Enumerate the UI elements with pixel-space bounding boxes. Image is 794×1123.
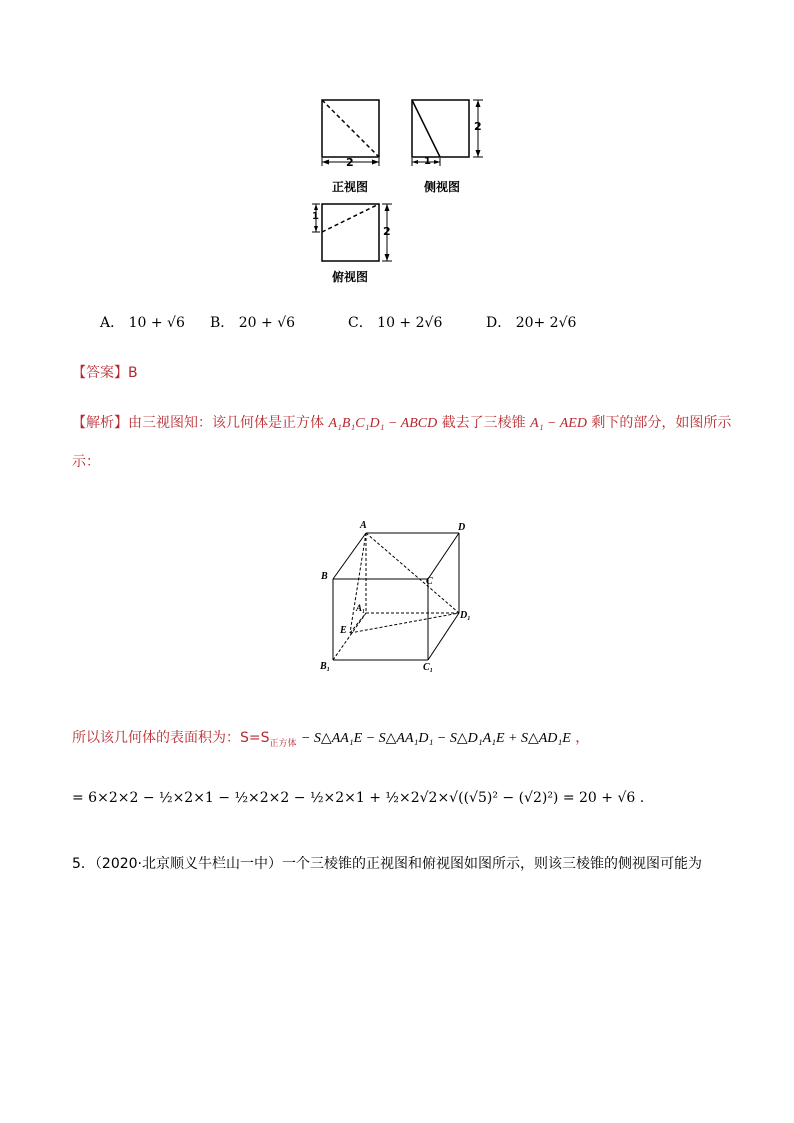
label-b: B	[321, 571, 328, 582]
option-b: B． 20 + √6	[210, 315, 296, 331]
pyramid-name: A₁ − AED	[530, 416, 587, 431]
analysis-line-2: 示：	[72, 454, 100, 470]
top-view-dashed-line	[322, 204, 379, 232]
answer-label: 【答案】	[72, 365, 128, 381]
formula-line: = 6×2×2 − ½×2×1 − ½×2×2 − ½×2×1 + ½×2√2×√((√5)² − (√2)²) = 20 + √6 .	[72, 790, 645, 806]
option-a: A． 10 + √6	[100, 315, 185, 331]
question-5: 5．（2020·北京顺义牛栏山一中）一个三棱锥的正视图和俯视图如图所示，则该三棱锥的侧视图可能为	[72, 856, 702, 872]
front-view-square	[322, 100, 379, 157]
analysis-line-1: 【解析】由三视图知：该几何体是正方体 A₁B₁C₁D₁ − ABCD 截去了三棱锥 A₁ − AED 剩下的部分，如图所示	[72, 415, 732, 431]
top-offset-dim: 1	[312, 211, 319, 222]
answer-value: B	[128, 365, 138, 381]
label-c: C	[426, 576, 433, 587]
top-view-square	[322, 204, 379, 261]
front-width-dim: 2	[346, 156, 354, 169]
label-a: A	[360, 520, 367, 531]
surface-terms: − S△AA₁E − S△AA₁D₁ − S△D₁A₁E + S△AD₁E	[300, 731, 571, 746]
top-height-dim: 2	[383, 225, 391, 238]
side-view-square	[412, 100, 469, 157]
option-d: D． 20+ 2√6	[486, 315, 577, 331]
cube-figure	[333, 533, 459, 660]
label-d1: D₁	[460, 610, 471, 621]
side-view-caption: 侧视图	[424, 180, 461, 194]
label-c1: C₁	[423, 662, 434, 673]
side-view-solid-line	[412, 100, 440, 157]
top-view-caption: 俯视图	[332, 270, 369, 284]
answer-line	[72, 362, 138, 382]
front-view-dashed-diagonal	[322, 100, 379, 157]
label-b1: B₁	[320, 661, 331, 672]
front-view-caption: 正视图	[332, 180, 369, 194]
side-height-dim: 2	[474, 120, 482, 133]
surface-line: 所以该几何体的表面积为：$S=S_{正方体}$ − S△AA₁E − S△AA₁D₁ − S△D₁A₁E + S△AD₁E ，	[72, 730, 590, 749]
label-d: D	[458, 522, 466, 533]
cube-name: A₁B₁C₁D₁ − ABCD	[328, 416, 438, 431]
label-e: E	[340, 625, 347, 636]
option-c: C． 10 + 2√6	[348, 315, 443, 331]
side-width-dim: 1	[424, 156, 431, 167]
label-a1: A₁	[356, 603, 366, 613]
